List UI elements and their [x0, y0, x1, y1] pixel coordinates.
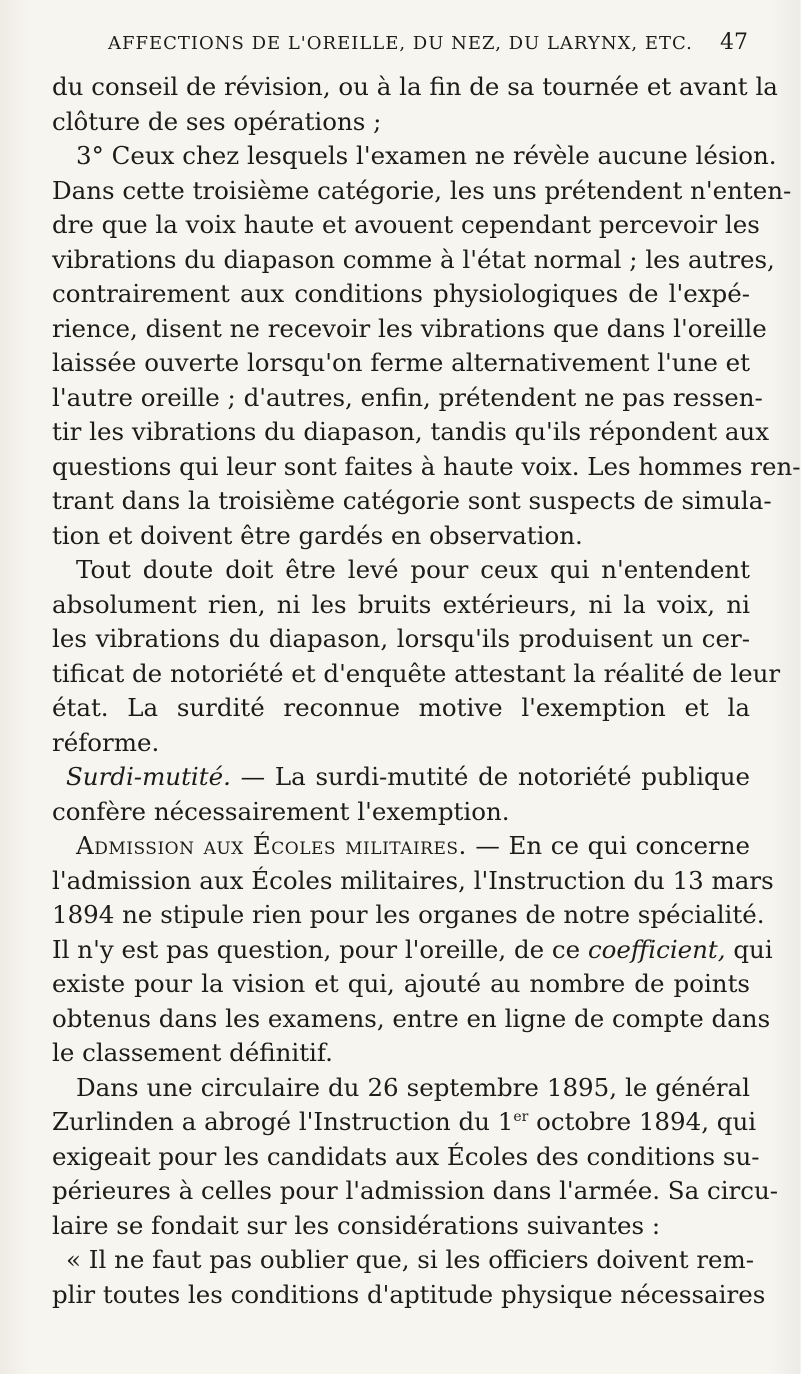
text-line: tir les vibrations du diapason, tandis qu'ils répondent aux	[52, 417, 770, 446]
text-line: réforme.	[52, 727, 160, 757]
text-line: contrairement aux conditions physiologiques de l'expé-	[52, 279, 750, 308]
text-line: les vibrations du diapason, lorsqu'ils produisent un cer-	[52, 624, 750, 653]
page-number: 47	[720, 30, 748, 55]
section-heading: Admission aux Écoles militaires.	[76, 831, 467, 860]
text-line	[52, 933, 773, 968]
running-head	[52, 30, 750, 70]
text-line: obtenus dans les examens, entre en ligne de compte dans	[52, 1003, 771, 1033]
text-run: octobre 1894, qui	[528, 1107, 757, 1136]
text-line: périeures à celles pour l'admission dans l'armée. Sa circu-	[52, 1176, 779, 1205]
text-line	[52, 829, 750, 864]
text-line: dre que la voix haute et avouent cependant percevoir les	[52, 210, 760, 239]
text-line: l'admission aux Écoles militaires, l'Instruction du 13 mars	[52, 865, 774, 895]
running-title: AFFECTIONS DE L'OREILLE, DU NEZ, DU LARYNX, ETC.	[108, 33, 693, 54]
text-line: tion et doivent être gardés en observation.	[52, 520, 583, 550]
text-run: — La surdi-mutité de notoriété publique	[230, 762, 750, 791]
text-run: Zurlinden a abrogé l'Instruction du 1	[52, 1107, 514, 1136]
text-run: qui	[725, 934, 773, 964]
text-line: tificat de notoriété et d'enquête attestant la réalité de leur	[52, 658, 781, 688]
text-line: Dans une circulaire du 26 septembre 1895, le général	[76, 1072, 750, 1102]
text-line: état. La surdité reconnue motive l'exemption et la	[52, 693, 750, 722]
superscript: er	[513, 1108, 529, 1125]
text-line: Tout doute doit être levé pour ceux qui n'entendent	[76, 555, 750, 584]
text-line	[52, 760, 750, 795]
italic-term: Surdi-mutité.	[66, 762, 231, 791]
text-run: — En ce qui concerne	[466, 831, 750, 860]
text-line: 3° Ceux chez lesquels l'examen ne révèle aucune lésion.	[76, 141, 777, 170]
text-line: questions qui leur sont faites à haute voix. Les hommes ren-	[52, 451, 801, 481]
text-line: laissée ouverte lorsqu'on ferme alternativement l'une et	[52, 348, 750, 377]
text-line: vibrations du diapason comme à l'état normal ; les autres,	[52, 244, 775, 274]
text-line: clôture de ses opérations ;	[52, 106, 382, 136]
text-line: plir toutes les conditions d'aptitude physique nécessaires	[52, 1279, 766, 1309]
text-line: le classement définitif.	[52, 1038, 333, 1067]
text-line: rience, disent ne recevoir les vibrations que dans l'oreille	[52, 313, 767, 343]
text-line: absolument rien, ni les bruits extérieurs, ni la voix, ni	[52, 589, 750, 619]
text-line: confère nécessairement l'exemption.	[52, 796, 510, 826]
text-line: exigeait pour les candidats aux Écoles des conditions su-	[52, 1141, 760, 1171]
text-line: Dans cette troisième catégorie, les uns prétendent n'enten-	[52, 175, 792, 205]
text-line: l'autre oreille ; d'autres, enfin, prétendent ne pas ressen-	[52, 382, 763, 412]
text-line: du conseil de révision, ou à la fin de sa tournée et avant la	[52, 72, 778, 101]
body-text	[52, 70, 801, 1312]
text-run: Il n'y est pas question, pour l'oreille, de ce	[52, 934, 588, 964]
text-line: « Il ne faut pas oublier que, si les officiers doivent rem-	[66, 1245, 755, 1274]
text-line: 1894 ne stipule rien pour les organes de notre spécialité.	[52, 900, 765, 929]
text-line	[52, 1105, 757, 1140]
italic-term: coefficient,	[587, 934, 726, 964]
text-line: trant dans la troisième catégorie sont suspects de simula-	[52, 486, 772, 515]
text-line: existe pour la vision et qui, ajouté au nombre de points	[52, 969, 750, 998]
text-line: laire se fondait sur les considérations suivantes :	[52, 1210, 661, 1240]
